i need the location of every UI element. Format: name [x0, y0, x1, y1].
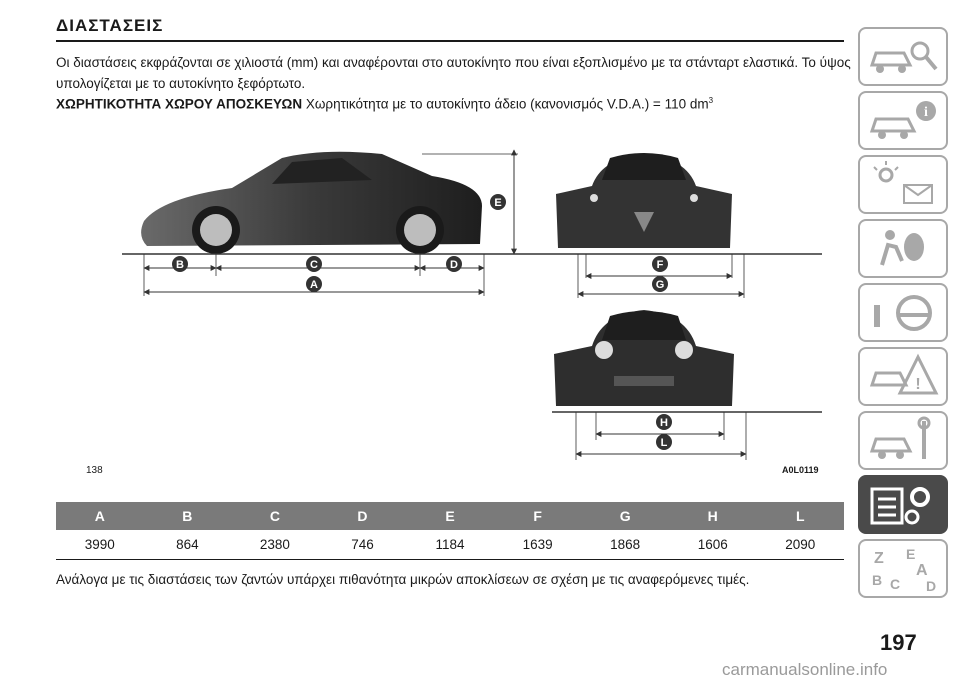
car-front-view	[556, 153, 732, 248]
header-d: D	[357, 508, 368, 524]
alphabetical-index-icon	[860, 541, 946, 596]
tolerance-note: Ανάλογα με τις διαστάσεις των ζαντών υπάρχει πιθανότητα μικρών αποκλίσεων σε σχέση με τις αναφερόμενες τιμές.	[56, 572, 750, 587]
header-l: L	[796, 508, 805, 524]
figure-page-ref: 138	[86, 465, 103, 476]
tab-alphabetical-index[interactable]	[858, 539, 948, 598]
value-l: 2090	[785, 537, 816, 552]
airbag-safety-icon	[860, 221, 946, 276]
warning-lights-icon	[860, 157, 946, 212]
watermark: carmanualsonline.info	[722, 660, 888, 679]
value-a: 3990	[84, 537, 115, 552]
tab-warning-lights[interactable]	[858, 155, 948, 214]
value-f: 1639	[522, 537, 553, 552]
page-title: ΔΙΑΣΤΑΣΕΙΣ	[56, 16, 164, 35]
car-info-icon	[860, 93, 946, 148]
header-e: E	[445, 508, 455, 524]
value-g: 1868	[610, 537, 641, 552]
label-a: A	[310, 279, 318, 291]
header-h: H	[707, 508, 718, 524]
header-c: C	[269, 508, 280, 524]
value-b: 864	[176, 537, 199, 552]
tab-emergency[interactable]	[858, 347, 948, 406]
title-divider	[56, 40, 844, 42]
dimensions-intro: Οι διαστάσεις εκφράζονται σε χιλιοστά (mm) και αναφέρονται στο αυτοκίνητο που είναι εξοπλισμένο με τα στάνταρτ ελαστικά. Το ύψος υπολογίζεται με το αυτοκίνητο ξεφόρτωτο.	[56, 55, 851, 91]
svg-text:i: i	[924, 105, 928, 120]
chapter-tabs	[858, 27, 948, 603]
figure-code: A0L0119	[782, 465, 819, 475]
page-number: 197	[880, 630, 917, 655]
unit-exponent: 3	[708, 96, 714, 105]
header-g: G	[619, 508, 631, 524]
label-b: B	[176, 259, 184, 271]
car-rear-view	[554, 310, 734, 406]
svg-text:!: !	[915, 376, 921, 393]
car-side-view	[141, 152, 482, 254]
tab-car-search[interactable]	[858, 27, 948, 86]
steering-wheel-icon	[860, 285, 946, 340]
dimensions-figure	[82, 136, 822, 486]
header-b: B	[182, 508, 193, 524]
tab-car-info[interactable]	[858, 91, 948, 150]
header-a: A	[94, 508, 105, 524]
tab-technical-data[interactable]	[858, 475, 948, 534]
table-row	[56, 530, 844, 560]
tab-airbag-safety[interactable]	[858, 219, 948, 278]
svg-text:D: D	[926, 578, 937, 594]
value-h: 1606	[697, 537, 728, 552]
value-d: 746	[351, 537, 374, 552]
label-l: L	[660, 437, 668, 449]
technical-data-icon	[860, 477, 946, 532]
value-c: 2380	[259, 537, 290, 552]
luggage-capacity-label: ΧΩΡΗΤΙΚΟΤΗΤΑ ΧΩΡΟΥ ΑΠΟΣΚΕΥΩΝ	[56, 96, 303, 112]
svg-text:E: E	[906, 546, 916, 562]
car-maintenance-icon	[860, 413, 946, 468]
label-g: G	[655, 279, 665, 291]
dimensions-table	[56, 502, 844, 560]
header-f: F	[533, 508, 542, 524]
svg-text:B: B	[872, 572, 883, 588]
label-e: E	[494, 197, 502, 209]
tab-maintenance[interactable]	[858, 411, 948, 470]
tab-steering-wheel[interactable]	[858, 283, 948, 342]
value-e: 1184	[435, 537, 465, 552]
table-header-row	[56, 502, 844, 530]
label-h: H	[660, 417, 668, 429]
label-f: F	[656, 259, 664, 271]
car-search-icon	[860, 29, 946, 84]
svg-text:Z: Z	[874, 550, 884, 567]
luggage-capacity-text: Χωρητικότητα με το αυτοκίνητο άδειο (κανονισμός V.D.A.) = 110 dm	[305, 96, 709, 112]
label-c: C	[310, 259, 318, 271]
luggage-capacity	[56, 96, 856, 112]
svg-text:A: A	[916, 562, 928, 579]
emergency-triangle-icon	[860, 349, 946, 404]
svg-text:C: C	[890, 576, 901, 592]
label-d: D	[450, 259, 458, 271]
